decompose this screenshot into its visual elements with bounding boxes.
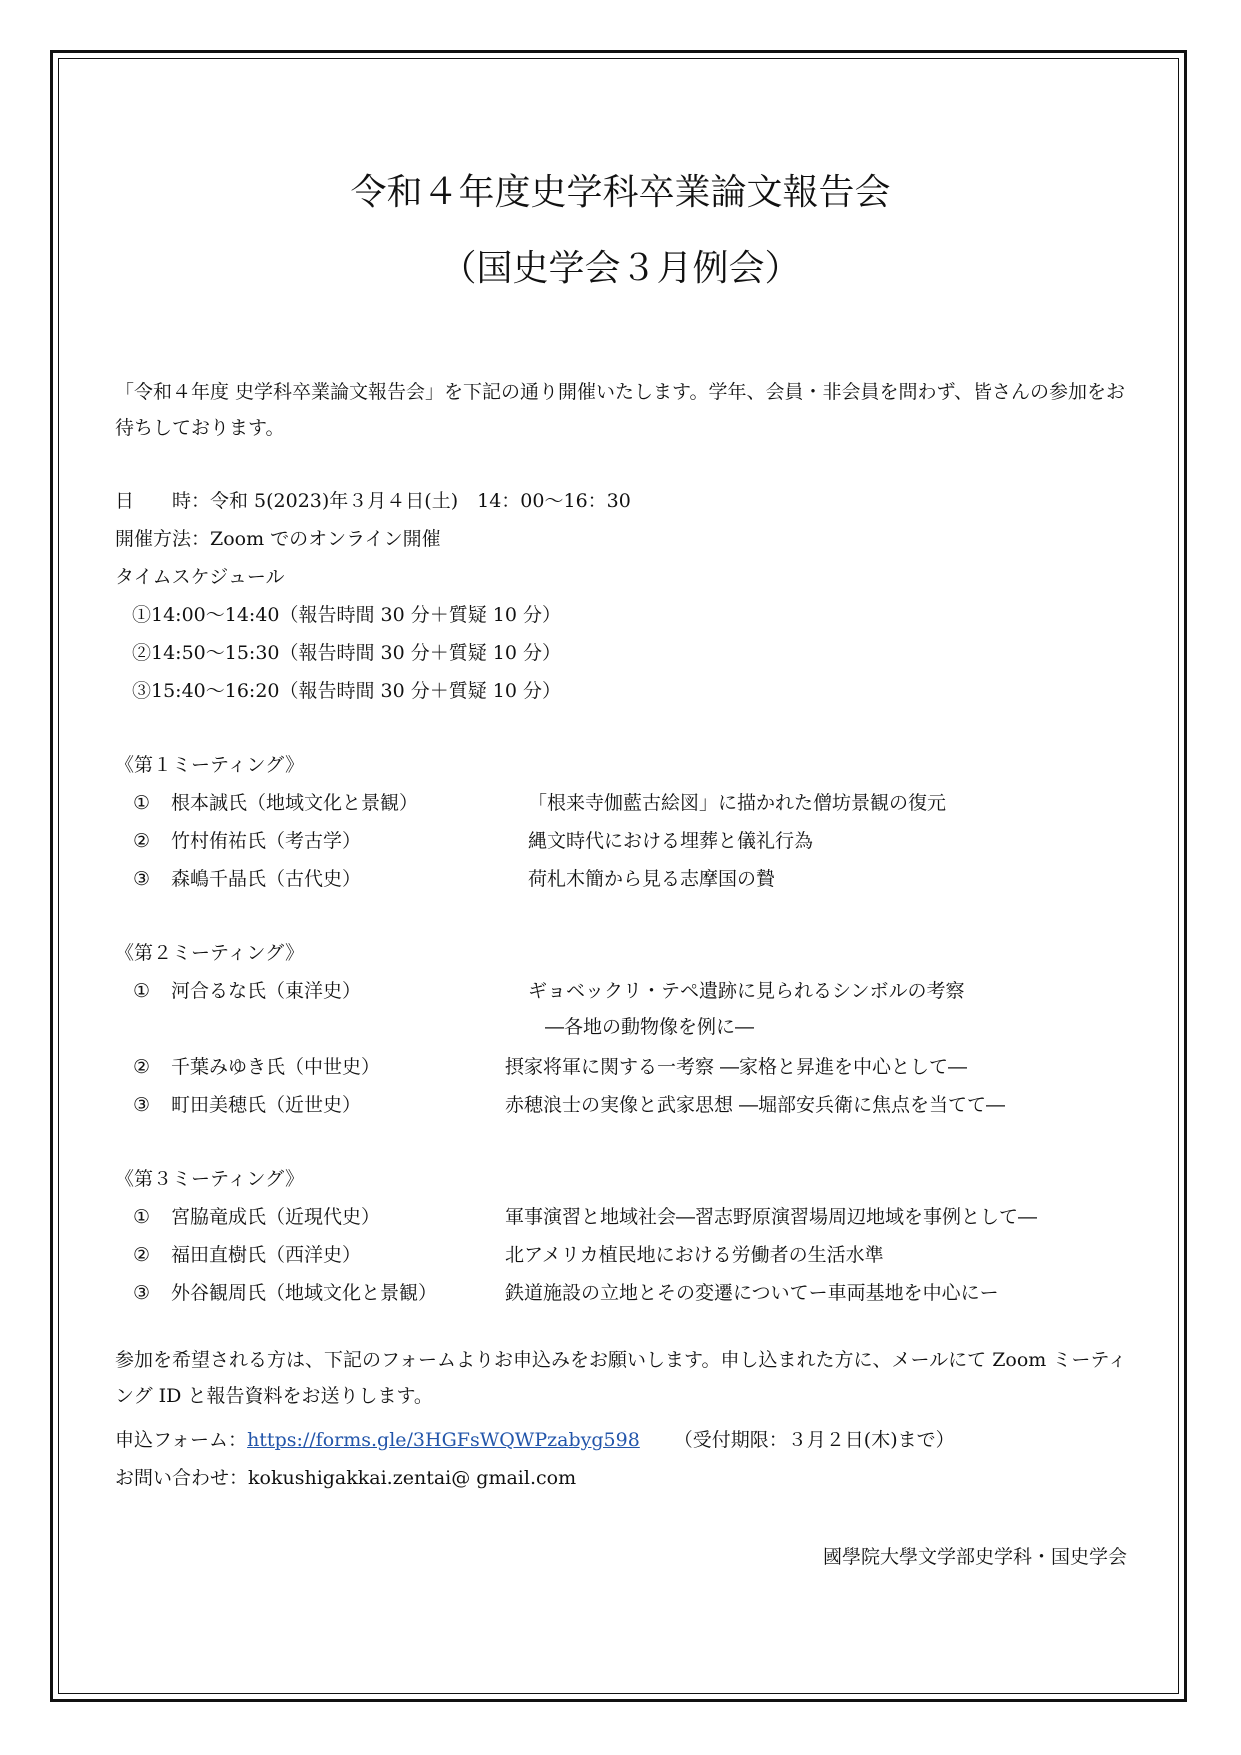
meeting-2-talk-1 xyxy=(133,978,361,1004)
talk-number: ③ xyxy=(133,868,151,890)
meeting-1-talk-1-title: 「根来寺伽藍古絵図」に描かれた僧坊景観の復元 xyxy=(528,792,947,814)
schedule-slot-2: ②14:50～15:30（報告時間 30 分＋質疑 10 分） xyxy=(132,642,562,664)
meeting-1-talk-2 xyxy=(133,828,361,854)
meeting-1-talk-2-title: 縄文時代における埋葬と儀礼行為 xyxy=(528,830,814,852)
talk-presenter: 竹村侑祐氏（考古学） xyxy=(171,830,362,852)
talk-number: ③ xyxy=(133,1282,151,1304)
meeting-1-talk-3-title: 荷札木簡から見る志摩国の贄 xyxy=(528,868,776,890)
talk-presenter: 福田直樹氏（西洋史） xyxy=(171,1244,362,1266)
contact-line: お問い合わせ：kokushigakkai.zentai@ gmail.com xyxy=(115,1467,577,1489)
meeting-3-talk-1 xyxy=(133,1204,380,1230)
meeting-2-talk-3 xyxy=(133,1092,361,1118)
schedule-slot-3: ③15:40～16:20（報告時間 30 分＋質疑 10 分） xyxy=(132,680,562,702)
meeting-2-talk-2 xyxy=(133,1054,380,1080)
meeting-2-heading: 《第２ミーティング》 xyxy=(115,942,305,964)
meeting-1-heading: 《第１ミーティング》 xyxy=(115,754,305,776)
talk-presenter: 町田美穂氏（近世史） xyxy=(171,1094,362,1116)
intro-paragraph: 「令和４年度 史学科卒業論文報告会」を下記の通り開催いたします。学年、会員・非会員を問わず、皆さんの参加をお待ちしております。 xyxy=(115,381,1126,439)
event-datetime: 日 時：令和 5(2023)年３月４日(土) 14：00～16：30 xyxy=(115,490,631,512)
talk-presenter: 根本誠氏（地域文化と景観） xyxy=(171,792,419,814)
talk-presenter: 宮脇竜成氏（近現代史） xyxy=(171,1206,381,1228)
talk-presenter: 河合るな氏（東洋史） xyxy=(171,980,362,1002)
meeting-3-talk-3 xyxy=(133,1280,437,1306)
talk-number: ③ xyxy=(133,1094,151,1116)
meeting-2-talk-1-title: ギョベックリ・テペ遺跡に見られるシンボルの考察 xyxy=(528,980,965,1002)
schedule-label: タイムスケジュール xyxy=(115,566,285,588)
meeting-3-talk-2-title: 北アメリカ植民地における労働者の生活水準 xyxy=(505,1244,884,1266)
form-label: 申込フォーム： xyxy=(115,1429,248,1451)
talk-number: ② xyxy=(133,830,151,852)
talk-number: ① xyxy=(133,980,151,1002)
application-form-line xyxy=(115,1427,955,1453)
talk-number: ① xyxy=(133,1206,151,1228)
meeting-2-talk-3-title: 赤穂浪士の実像と武家思想 ―堀部安兵衛に焦点を当てて― xyxy=(505,1094,1006,1116)
document-subtitle: （国史学会３月例会） xyxy=(440,248,801,289)
meeting-2-talk-1-subtitle: ―各地の動物像を例に― xyxy=(545,1016,755,1038)
form-link[interactable]: https://forms.gle/3HGFsWQWPzabyg598 xyxy=(247,1429,640,1451)
application-paragraph: 参加を希望される方は、下記のフォームよりお申込みをお願いします。申し込まれた方に、メールにて Zoom ミーティング ID と報告資料をお送りします。 xyxy=(115,1349,1127,1407)
talk-presenter: 千葉みゆき氏（中世史） xyxy=(171,1056,381,1078)
meeting-3-talk-3-title: 鉄道施設の立地とその変遷についてー車両基地を中心にー xyxy=(505,1282,999,1304)
schedule-slot-1: ①14:00～14:40（報告時間 30 分＋質疑 10 分） xyxy=(132,604,562,626)
deadline: （受付期限：３月２日(木)まで） xyxy=(673,1429,955,1451)
meeting-1-talk-1 xyxy=(133,790,418,816)
talk-number: ② xyxy=(133,1056,151,1078)
talk-number: ① xyxy=(133,792,151,814)
meeting-3-heading: 《第３ミーティング》 xyxy=(115,1168,305,1190)
talk-presenter: 外谷観周氏（地域文化と景観） xyxy=(171,1282,438,1304)
document-title: 令和４年度史学科卒業論文報告会 xyxy=(350,172,891,213)
talk-number: ② xyxy=(133,1244,151,1266)
event-method: 開催方法：Zoom でのオンライン開催 xyxy=(115,528,441,550)
talk-presenter: 森嶋千晶氏（古代史） xyxy=(171,868,362,890)
meeting-3-talk-2 xyxy=(133,1242,361,1268)
meeting-2-talk-2-title: 摂家将軍に関する一考察 ―家格と昇進を中心として― xyxy=(505,1056,968,1078)
meeting-3-talk-1-title: 軍事演習と地域社会―習志野原演習場周辺地域を事例として― xyxy=(505,1206,1038,1228)
meeting-1-talk-3 xyxy=(133,866,361,892)
organizer: 國學院大學文学部史学科・国史学会 xyxy=(822,1546,1127,1568)
